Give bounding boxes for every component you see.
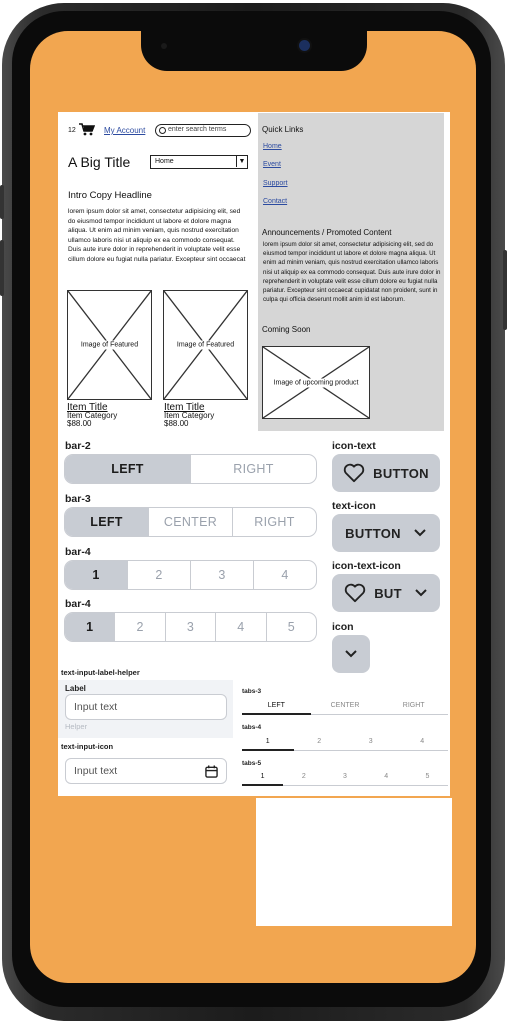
- segment-3[interactable]: 3: [191, 561, 254, 589]
- bar-4-label: bar-4: [65, 546, 91, 558]
- segment-right[interactable]: RIGHT: [233, 462, 274, 476]
- item-price: $88.00: [67, 419, 92, 428]
- helper-text: Helper: [65, 722, 88, 731]
- chevron-down-icon: ▼: [236, 156, 247, 167]
- segment-1[interactable]: 1: [65, 561, 128, 589]
- blank-panel: [256, 798, 452, 926]
- text-icon-button[interactable]: [332, 514, 440, 552]
- bar-4-label: bar-4: [65, 598, 91, 610]
- tab-3[interactable]: 3: [343, 773, 347, 780]
- tab-right[interactable]: RIGHT: [402, 702, 425, 709]
- button-label: BUTTON: [373, 465, 429, 481]
- product-card: [67, 404, 117, 428]
- coming-soon-heading: Coming Soon: [262, 325, 311, 334]
- item-category: Item Category: [67, 411, 118, 420]
- icon-button-label: icon: [332, 621, 354, 633]
- featured-image-placeholder[interactable]: [67, 290, 152, 400]
- tab-center[interactable]: CENTER: [330, 702, 360, 709]
- side-button: [0, 240, 4, 296]
- intro-headline: Intro Copy Headline: [68, 190, 152, 201]
- nav-select-value: Home: [155, 158, 174, 165]
- quick-link-event[interactable]: Event: [263, 161, 281, 168]
- page-title: A Big Title: [68, 154, 131, 170]
- tab-2[interactable]: 2: [317, 738, 322, 745]
- announcements-heading: Announcements / Promoted Content: [262, 228, 392, 237]
- tab-left[interactable]: LEFT: [242, 702, 311, 715]
- quick-link-contact[interactable]: Contact: [263, 198, 288, 205]
- chevron-down-icon: [344, 649, 358, 659]
- search-input[interactable]: [155, 124, 251, 137]
- text-input-icon-title: text-input-icon: [61, 742, 114, 751]
- item-title-link[interactable]: Item Title: [67, 402, 108, 413]
- tab-1[interactable]: 1: [242, 773, 283, 786]
- field-label: Label: [65, 684, 86, 693]
- intro-body: lorem ipsum dolor sit amet, consectetur adipisicing elit, sed do eiusmod tempor incididunt ut labore et dolore magna aliqua. Ut enim ad minim veniam, quis nostrud exercitation ullamco laboris nisi ut aliquip ex ea commodo consequat. Duis aute irure dolor in reprehenderit in voluptate velit esse cillum dolore eu fugiat nulla pariatur. Excepteur sint occaecat: [68, 208, 246, 263]
- segment-center[interactable]: CENTER: [149, 508, 233, 536]
- heart-icon: [344, 583, 366, 603]
- product-card: [164, 404, 214, 428]
- tabs-4-label: tabs-4: [242, 724, 262, 731]
- side-button: [0, 185, 4, 219]
- button-label: BUT: [374, 585, 402, 601]
- tab-4[interactable]: 4: [420, 738, 425, 745]
- tab-1[interactable]: 1: [242, 738, 294, 751]
- button-label: BUTTON: [345, 525, 401, 541]
- sensor-dot: [161, 43, 167, 49]
- camera-icon: [299, 40, 310, 51]
- icon-text-icon-button[interactable]: [332, 574, 440, 612]
- icon-only-button[interactable]: [332, 635, 370, 673]
- bar-3-label: bar-3: [65, 493, 91, 505]
- segmented-bar-3: [64, 507, 317, 537]
- segment-5[interactable]: 5: [287, 620, 295, 634]
- chevron-down-icon: [413, 528, 427, 538]
- segment-left[interactable]: LEFT: [65, 455, 191, 483]
- bar-2-label: bar-2: [65, 440, 91, 452]
- search-placeholder: enter search terms: [168, 126, 227, 133]
- tabs-3-label: tabs-3: [242, 688, 262, 695]
- tabs-4: [242, 738, 448, 751]
- calendar-icon[interactable]: [205, 765, 218, 778]
- tab-3[interactable]: 3: [368, 738, 373, 745]
- tabs-5-label: tabs-5: [242, 760, 262, 767]
- segmented-bar-5: [64, 612, 317, 642]
- segmented-bar-4: [64, 560, 317, 590]
- image-label: Image of upcoming product: [263, 378, 369, 387]
- item-title-link[interactable]: Item Title: [164, 402, 205, 413]
- notch: [141, 31, 367, 71]
- segment-3[interactable]: 3: [166, 613, 216, 641]
- quick-link-support[interactable]: Support: [263, 180, 288, 187]
- icon-text-label: icon-text: [332, 440, 376, 452]
- announcements-body: lorem ipsum dolor sit amet, consectetur adipisicing elit, sed do eiusmod tempor incididunt ut labore et dolore magna aliqua. Ut enim ad minim veniam, quis nostrud exercitation ullamco laboris nisi ut aliquip ex ea commodo consequat. Duis aute irure dolor in reprehenderit in voluptate velit esse cillum dolore eu fugiat nulla pariatur. Excepteur sint occaecat cupidatat non proident, sunt in culpa qui officia deserunt mollit anim id est laborum.: [263, 241, 441, 304]
- segment-2[interactable]: 2: [115, 613, 165, 641]
- nav-select[interactable]: [150, 155, 248, 169]
- segment-4[interactable]: 4: [281, 568, 289, 582]
- cart-count: 12: [68, 127, 76, 134]
- quick-links-heading: Quick Links: [262, 125, 304, 134]
- tab-4[interactable]: 4: [384, 773, 389, 780]
- segment-left[interactable]: LEFT: [65, 508, 149, 536]
- side-button: [503, 250, 507, 330]
- image-label: Image of Featured: [164, 341, 247, 350]
- segment-1[interactable]: 1: [65, 613, 115, 641]
- input-placeholder: Input text: [74, 765, 118, 777]
- segment-2[interactable]: 2: [128, 561, 191, 589]
- text-icon-label: text-icon: [332, 500, 376, 512]
- segment-right[interactable]: RIGHT: [254, 515, 295, 529]
- item-category: Item Category: [164, 411, 215, 420]
- text-input-label-helper-title: text-input-label-helper: [61, 668, 140, 677]
- input-placeholder: Input text: [74, 701, 118, 713]
- image-label: Image of Featured: [68, 341, 151, 350]
- date-input-field[interactable]: [65, 758, 227, 784]
- heart-icon: [343, 463, 365, 483]
- item-price: $88.00: [164, 419, 189, 428]
- text-input-field[interactable]: [65, 694, 227, 720]
- icon-text-icon-label: icon-text-icon: [332, 560, 401, 572]
- tab-2[interactable]: 2: [301, 773, 306, 780]
- tabs-3: [242, 702, 448, 715]
- featured-image-placeholder[interactable]: [163, 290, 248, 400]
- icon-text-button[interactable]: [332, 454, 440, 492]
- my-account-link[interactable]: My Account: [104, 126, 146, 135]
- tab-5[interactable]: 5: [425, 773, 430, 780]
- segmented-bar-2: [64, 454, 317, 484]
- cart-icon[interactable]: [79, 123, 95, 136]
- tabs-5: [242, 773, 448, 786]
- segment-4[interactable]: 4: [216, 613, 266, 641]
- chevron-down-icon: [414, 588, 428, 598]
- search-icon: [159, 127, 166, 134]
- upcoming-product-image-placeholder[interactable]: [262, 346, 370, 419]
- quick-link-home[interactable]: Home: [263, 143, 282, 150]
